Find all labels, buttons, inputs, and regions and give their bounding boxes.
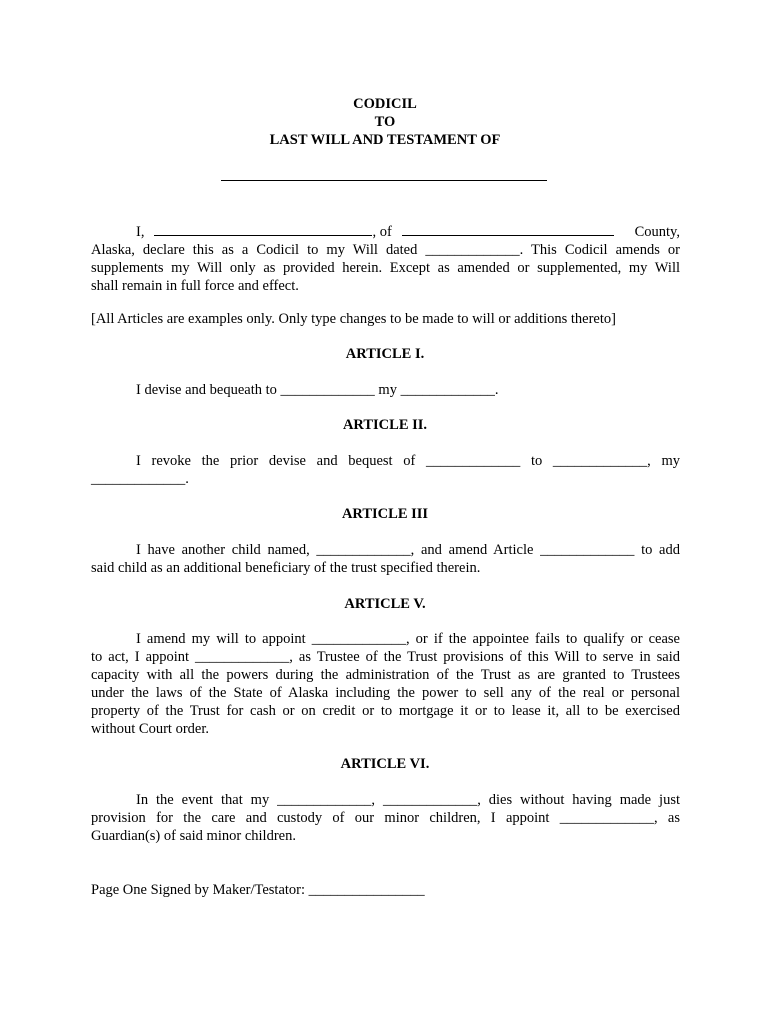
article-6-line-1: In the event that my _____________, _____________, dies without having made just	[136, 792, 680, 808]
intro-line-4: shall remain in full force and effect.	[91, 278, 299, 294]
intro-paragraph	[91, 222, 680, 295]
article-1-line-1: I devise and bequeath to _____________ my _____________.	[136, 382, 499, 398]
intro-line-1	[91, 222, 680, 241]
title-to: TO	[374, 114, 396, 130]
intro-line-3: supplements my Will only as provided herein. Except as amended or supplemented, my Will	[91, 260, 680, 276]
signature-line: Page One Signed by Maker/Testator: ________________	[91, 882, 425, 898]
title-last-will: LAST WILL AND TESTAMENT OF	[269, 132, 501, 148]
name-blank[interactable]	[154, 222, 372, 236]
county-blank[interactable]	[402, 222, 614, 236]
article-2-line-2: _____________.	[91, 471, 189, 487]
intro-i: I,	[136, 224, 145, 240]
article-5-heading: ARTICLE V.	[344, 596, 426, 612]
article-3-line-1: I have another child named, _____________, and amend Article _____________ to add	[136, 542, 680, 558]
article-2-line-1: I revoke the prior devise and bequest of _____________ to _____________, my	[136, 453, 680, 469]
article-3-line-2: said child as an additional beneficiary of the trust specified therein.	[91, 560, 481, 576]
testator-name-blank[interactable]	[221, 180, 547, 181]
article-3-heading: ARTICLE III	[341, 506, 429, 522]
intro-line-2: Alaska, declare this as a Codicil to my Will dated _____________. This Codicil amends or	[91, 242, 680, 258]
article-5-line-2: to act, I appoint _____________, as Trustee of the Trust provisions of this Will to serve in said	[91, 649, 680, 665]
article-5-line-4: under the laws of the State of Alaska including the power to sell any of the real or personal	[91, 685, 680, 701]
article-5-paragraph	[91, 630, 680, 738]
article-1-heading: ARTICLE I.	[345, 346, 425, 362]
article-3-paragraph	[91, 541, 680, 577]
article-6-line-3: Guardian(s) of said minor children.	[91, 828, 296, 844]
article-5-line-1: I amend my will to appoint _____________, or if the appointee fails to qualify or cease	[136, 631, 680, 647]
article-6-paragraph	[91, 791, 680, 845]
article-5-line-5: property of the Trust for cash or on credit or to mortgage it or to lease it, all to be exercised	[91, 703, 680, 719]
article-2-heading: ARTICLE II.	[342, 417, 428, 433]
article-6-heading: ARTICLE VI.	[340, 756, 430, 772]
article-5-line-3: capacity with all the powers during the administration of the Trust as are granted to Trustees	[91, 667, 680, 683]
article-5-line-6: without Court order.	[91, 721, 210, 737]
title-codicil: CODICIL	[353, 96, 417, 112]
instruction-note: [All Articles are examples only. Only type changes to be made to will or additions thereto]	[91, 311, 616, 327]
intro-county: County,	[634, 224, 680, 240]
article-1-paragraph	[91, 381, 680, 399]
intro-of: , of	[372, 224, 392, 240]
article-2-paragraph	[91, 452, 680, 488]
article-6-line-2: provision for the care and custody of our minor children, I appoint _____________, as	[91, 810, 680, 826]
